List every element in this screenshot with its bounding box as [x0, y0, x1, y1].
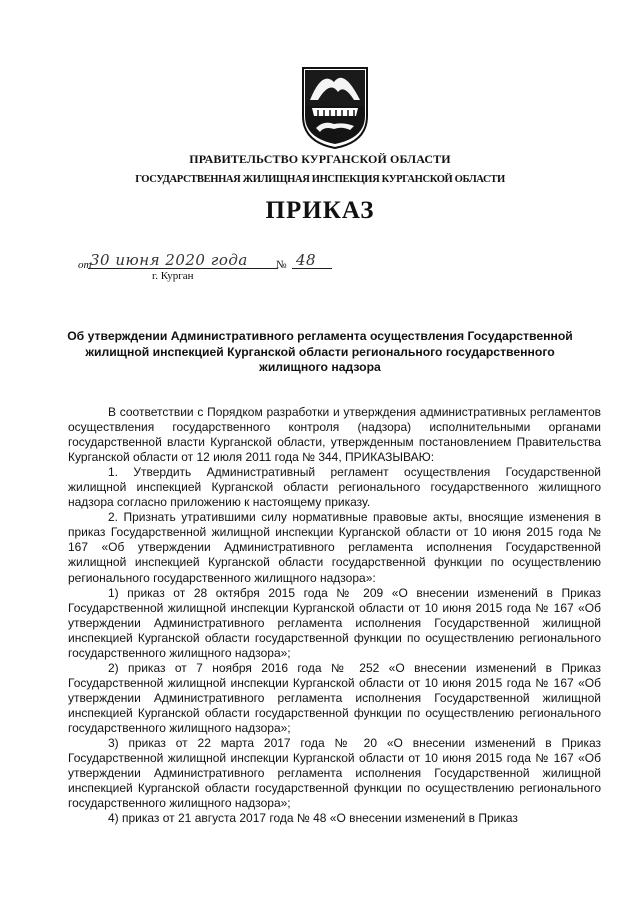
body-paragraph: 2) приказ от 7 ноября 2016 года № 252 «О внесении изменений в Приказ Государственной жилищной инспекции Курганской области от 10 июня 2015 года № 167 «Об утверждении Административного регламента исполнения Государственной жилищной инспекцией Курганской области государственной функции по осуществлению регионального государственного жилищного надзора»; — [68, 660, 601, 735]
date-number-line — [78, 253, 378, 273]
date-prefix: от — [78, 259, 92, 271]
handwritten-number: 48 — [296, 251, 317, 269]
document-body — [68, 405, 601, 826]
organization-name: ПРАВИТЕЛЬСТВО КУРГАНСКОЙ ОБЛАСТИ — [189, 152, 451, 166]
handwritten-date: 30 июня 2020 года — [90, 251, 248, 269]
body-paragraph: 2. Признать утратившими силу нормативные правовые акты, вносящие изменения в приказ Государственной жилищной инспекции Курганской области от 10 июня 2015 года № 167 «Об утверждении Административного регламента исполнения Государственной жилищной инспекцией Курганской области государственной функции по осуществлению регионального государственного жилищного надзора»: — [68, 510, 601, 585]
document-type: ПРИКАЗ — [265, 197, 375, 224]
department-name: ГОСУДАРСТВЕННАЯ ЖИЛИЩНАЯ ИНСПЕКЦИЯ КУРГАНСКОЙ ОБЛАСТИ — [135, 174, 505, 185]
number-prefix: № — [276, 259, 287, 271]
date-underline — [88, 268, 278, 269]
body-paragraph: 1) приказ от 28 октября 2015 года № 209 «О внесении изменений в Приказ Государственной жилищной инспекции Курганской области от 10 июня 2015 года № 167 «Об утверждении Административного регламента исполнения Государственной жилищной инспекцией Курганской области государственной функции по осуществлению регионального государственного жилищного надзора»; — [68, 585, 601, 660]
body-paragraph: 3) приказ от 22 марта 2017 года № 20 «О внесении изменений в Приказ Государственной жилищной инспекции Курганской области от 10 июня 2015 года № 167 «Об утверждении Административного регламента исполнения Государственной жилищной инспекцией Курганской области государственной функции по осуществлению регионального государственного жилищного надзора»; — [68, 736, 601, 811]
number-underline — [292, 268, 332, 269]
body-paragraph: 4) приказ от 21 августа 2017 года № 48 «О внесении изменений в Приказ — [108, 811, 518, 826]
document-title: Об утверждении Административного регламента осуществления Государственной жилищной инспекцией Курганской области регионального государственного жилищного надзора — [67, 329, 573, 374]
city-name: г. Курган — [152, 270, 194, 282]
kurgan-coat-of-arms-icon — [300, 66, 370, 150]
body-paragraph: 1. Утвердить Административный регламент осуществления Государственной жилищной инспекцией Курганской области регионального государственного жилищного надзора согласно приложению к настоящему приказу. — [68, 465, 601, 510]
body-paragraph: В соответствии с Порядком разработки и утверждения административных регламентов осуществления государственного контроля (надзора) исполнительными органами государственной власти Курганской области, утвержденным постановлением Правительства Курганской области от 12 июля 2011 года № 344, ПРИКАЗЫВАЮ: — [68, 405, 601, 465]
